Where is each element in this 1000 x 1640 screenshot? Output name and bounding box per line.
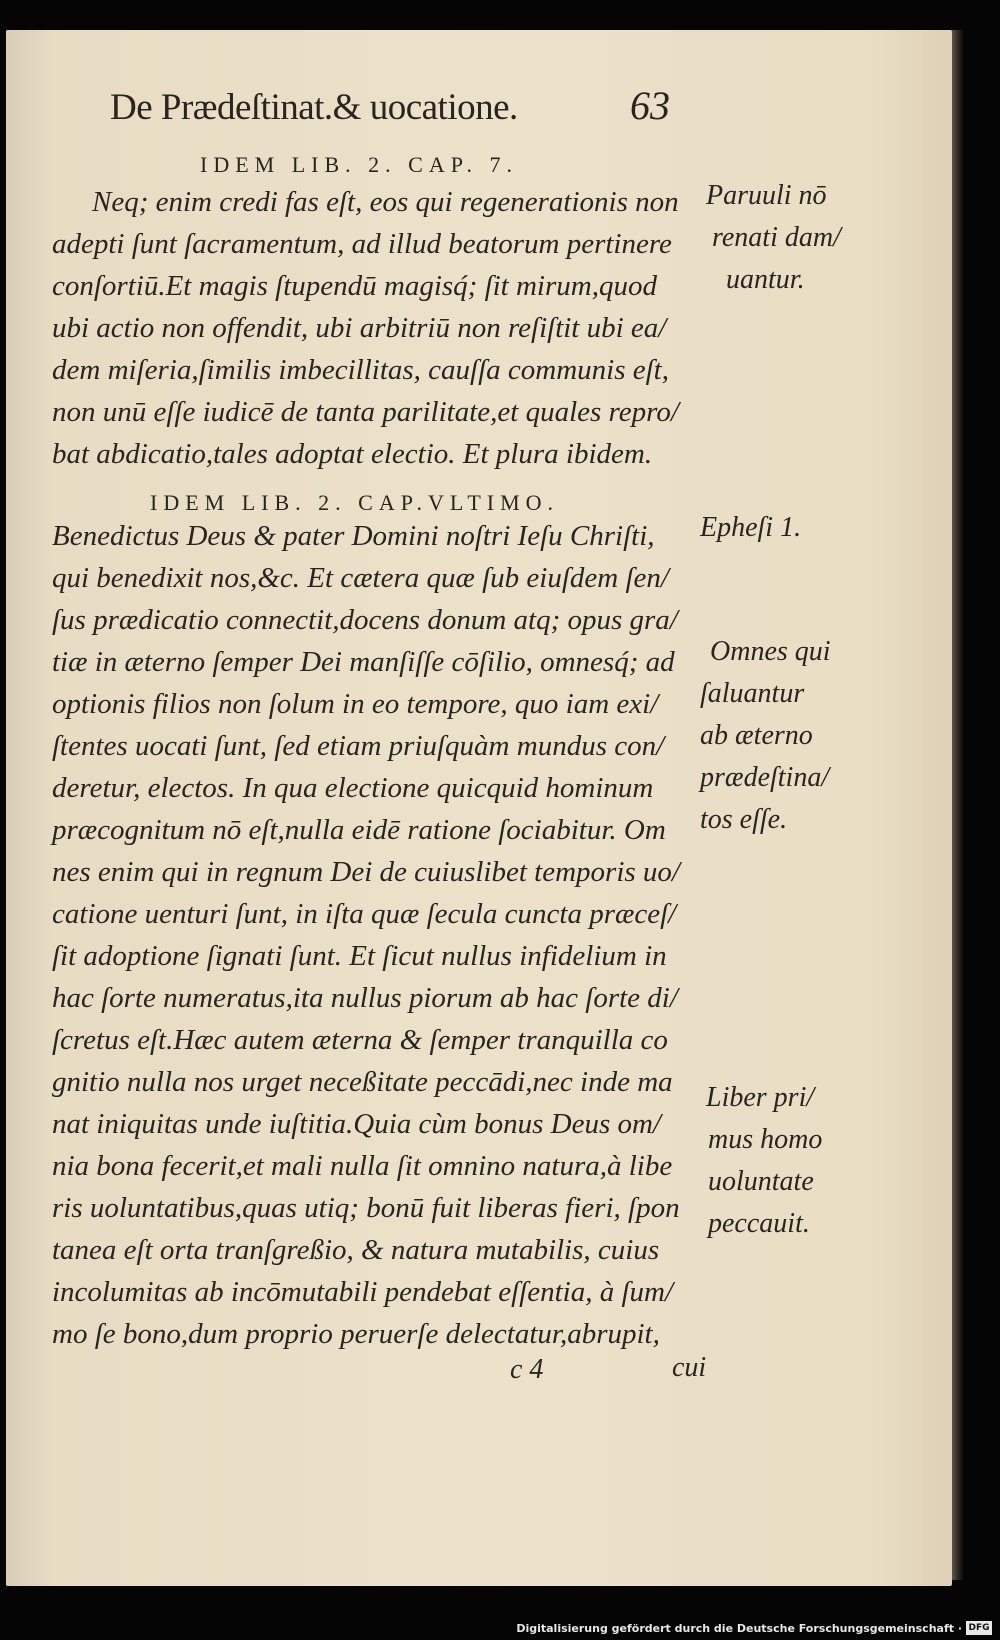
text-line: qui benedixit nos,&c. Et cætera quæ ſub eiuſdem ſen/ <box>52 562 669 594</box>
margin-note: uoluntate <box>708 1166 814 1197</box>
margin-note: peccauit. <box>708 1208 810 1239</box>
book-page <box>6 30 952 1586</box>
text-line: Neq; enim credi fas eſt, eos qui regenerationis non <box>92 186 679 218</box>
margin-note: prædeſtina/ <box>700 762 830 793</box>
text-line: conſortiū.Et magis ſtupendū magisq́; ſit mirum,quod <box>52 270 657 302</box>
text-line: ſus prædicatio connectit,docens donum atq; opus gra/ <box>52 604 678 636</box>
text-line: ſit adoptione ſignati ſunt. Et ſicut nullus infidelium in <box>52 940 667 972</box>
text-line: bat abdicatio,tales adoptat electio. Et plura ibidem. <box>52 438 653 470</box>
margin-note: ab æterno <box>700 720 813 751</box>
text-line: ris uoluntatibus,quas utiq; bonū fuit liberas fieri, ſpon <box>52 1192 680 1224</box>
text-line: ubi actio non offendit, ubi arbitriū non reſiſtit ubi ea/ <box>52 312 667 344</box>
margin-note: Paruuli nō <box>706 180 827 211</box>
text-line: non unū eſſe iudicē de tanta parilitate,et quales repro/ <box>52 396 679 428</box>
margin-note: tos eſſe. <box>700 804 788 835</box>
margin-note: Epheſi 1. <box>700 512 802 543</box>
text-line: tanea eſt orta tranſgreßio, & natura mutabilis, cuius <box>52 1234 660 1266</box>
text-line: incolumitas ab incōmutabili pendebat eſſentia, à ſum/ <box>52 1276 674 1308</box>
text-line: dem miſeria,ſimilis imbecillitas, cauſſa communis eſt, <box>52 354 669 386</box>
text-line: nes enim qui in regnum Dei de cuiuslibet temporis uo/ <box>52 856 680 888</box>
text-line: mo ſe bono,dum proprio peruerſe delectatur,abrupit, <box>52 1318 660 1350</box>
section-rubric: IDEM LIB. 2. CAP.VLTIMO. <box>150 490 560 515</box>
section-rubric: IDEM LIB. 2. CAP. 7. <box>200 152 519 177</box>
text-line: gnitio nulla nos urget neceßitate peccādi,nec inde ma <box>52 1066 673 1098</box>
text-line: Benedictus Deus & pater Domini noſtri Ieſu Chriſti, <box>52 520 655 552</box>
margin-note: ſaluantur <box>700 678 805 709</box>
text-line: optionis filios non ſolum in eo tempore, quo iam exi/ <box>52 688 659 720</box>
dfg-logo-icon: DFG <box>966 1621 992 1635</box>
margin-note: Liber pri/ <box>706 1082 815 1113</box>
catchword: cui <box>672 1352 707 1383</box>
text-line: nia bona fecerit,et mali nulla ſit omnino natura,à libe <box>52 1150 673 1182</box>
running-head: De Prædeſtinat.& uocatione. <box>110 87 518 128</box>
text-line: hac ſorte numeratus,ita nullus piorum ab hac ſorte di/ <box>52 982 678 1014</box>
margin-note: uantur. <box>726 264 805 295</box>
text-line: nat iniquitas unde iuſtitia.Quia cùm bonus Deus om/ <box>52 1108 661 1140</box>
signature-mark: c 4 <box>510 1354 544 1385</box>
text-line: deretur, electos. In qua electione quicquid hominum <box>52 772 654 804</box>
margin-note: renati dam/ <box>712 222 841 253</box>
text-line: præcognitum nō eſt,nulla eidē ratione ſociabitur. Om <box>52 814 666 846</box>
text-line: catione uenturi ſunt, in iſta quæ ſecula cuncta præceſ/ <box>52 898 677 930</box>
margin-note: mus homo <box>708 1124 823 1155</box>
text-line: ſtentes uocati ſunt, ſed etiam priuſquàm mundus con/ <box>52 730 665 762</box>
margin-note: Omnes qui <box>710 636 831 667</box>
digitization-notice: Digitalisierung gefördert durch die Deutsche Forschungsgemeinschaft · <box>516 1622 962 1635</box>
text-line: adepti ſunt ſacramentum, ad illud beatorum pertinere <box>52 228 672 260</box>
text-line: ſcretus eſt.Hæc autem æterna & ſemper tranquilla co <box>52 1024 668 1056</box>
text-line: tiæ in æterno ſemper Dei manſiſſe cōſilio, omnesq́; ad <box>52 646 675 678</box>
page-number: 63 <box>630 83 670 128</box>
